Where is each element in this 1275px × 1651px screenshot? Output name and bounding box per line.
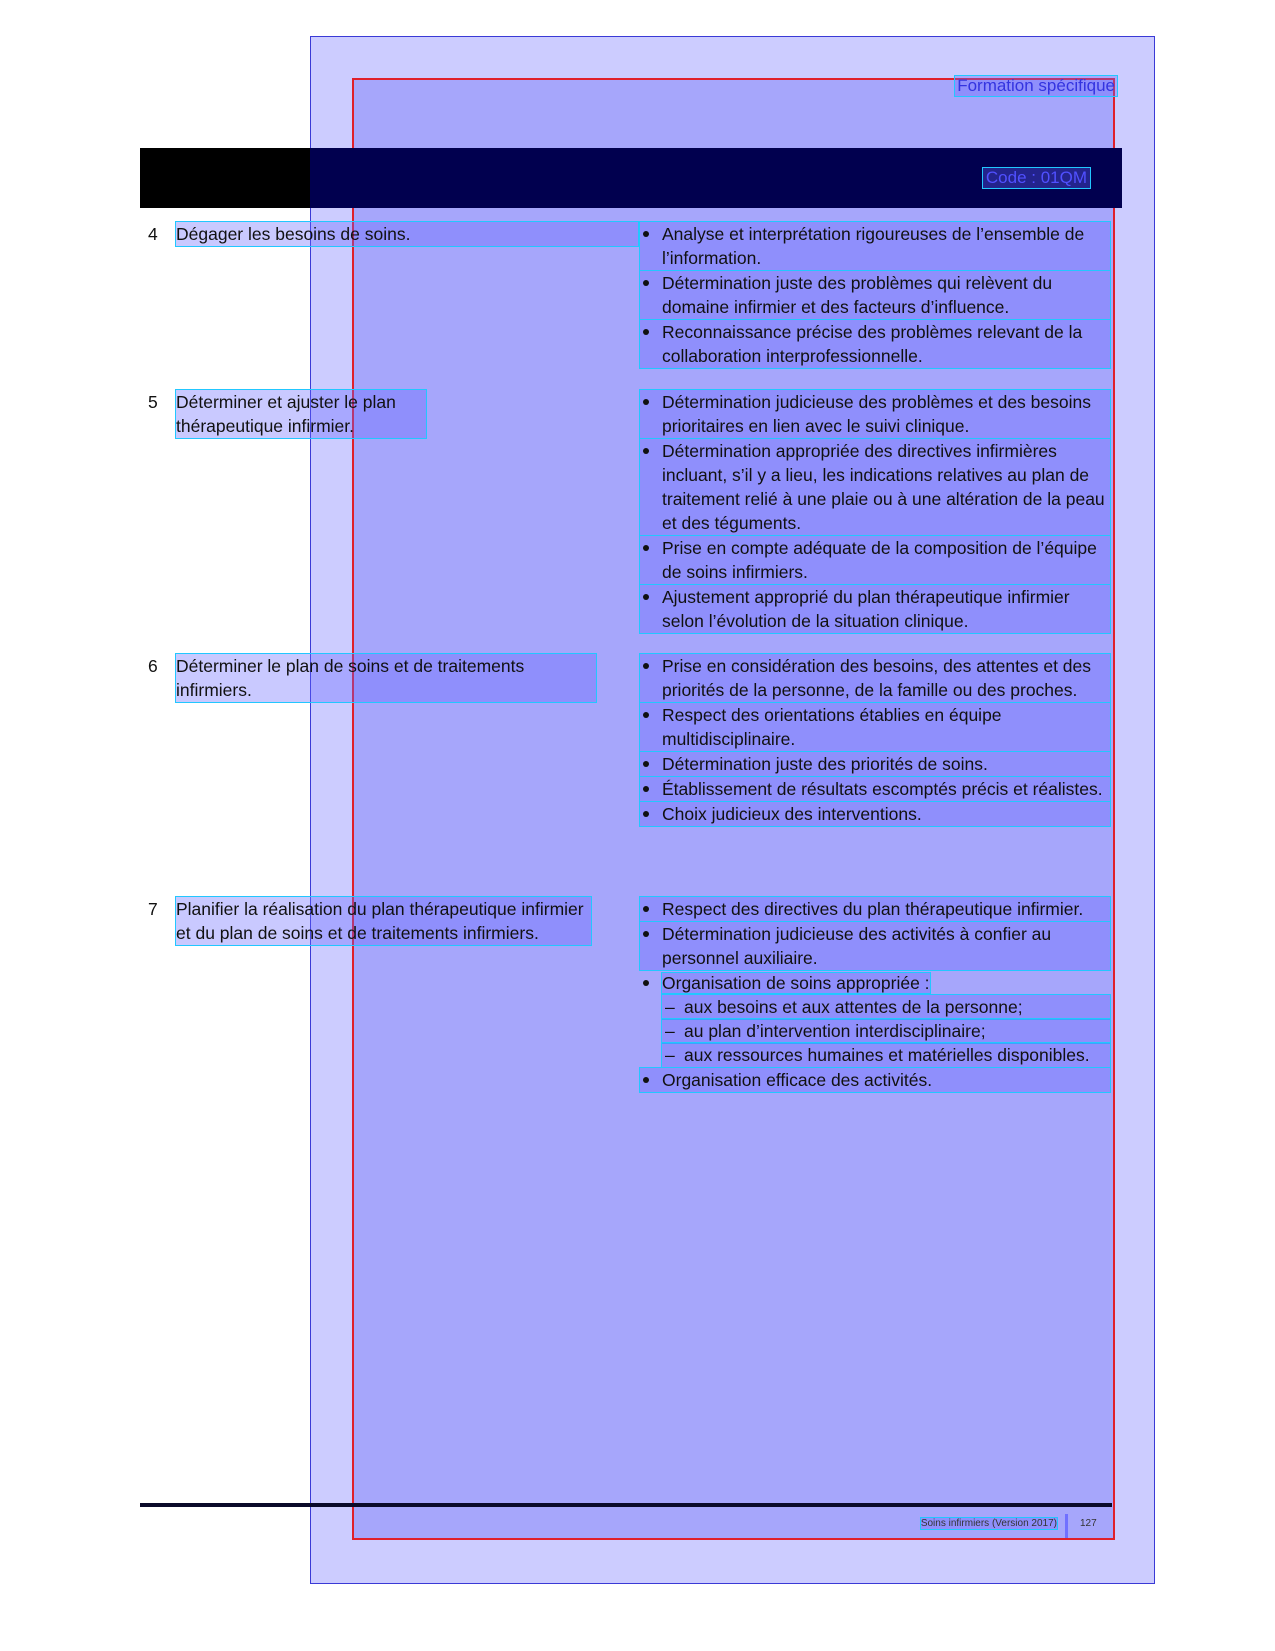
criterion-item: Détermination judicieuse des activités à confier au personnel auxiliaire. xyxy=(640,922,1110,970)
code-banner xyxy=(140,148,1122,208)
element-number: 5 xyxy=(148,392,158,412)
performance-criteria xyxy=(640,654,1110,827)
footer-document-title: Soins infirmiers (Version 2017) xyxy=(920,1518,1057,1529)
criterion-item: Prise en considération des besoins, des attentes et des priorités de la personne, de la famille ou des proches. xyxy=(640,654,1110,702)
criterion-item: Ajustement approprié du plan thérapeutique infirmier selon l’évolution de la situation clinique. xyxy=(640,585,1110,633)
criterion-item: Respect des orientations établies en équipe multidisciplinaire. xyxy=(640,703,1110,751)
element-title: Planifier la réalisation du plan thérapeutique infirmier et du plan de soins et de traitements infirmiers. xyxy=(176,897,591,945)
criterion-item: Analyse et interprétation rigoureuses de l’ensemble de l’information. xyxy=(640,222,1110,270)
page-number: 127 xyxy=(1080,1518,1097,1529)
criterion-item: Détermination judicieuse des problèmes et des besoins prioritaires en lien avec le suivi clinique. xyxy=(640,390,1110,438)
program-code: Code : 01QM xyxy=(983,168,1090,188)
criterion-item: Organisation efficace des activités. xyxy=(640,1068,1110,1092)
footer-separator xyxy=(1065,1514,1068,1538)
element-of-competency xyxy=(148,897,638,945)
element-of-competency xyxy=(148,654,638,702)
sub-criterion-item: – aux ressources humaines et matérielles disponibles. xyxy=(662,1043,1110,1067)
element-number: 4 xyxy=(148,224,158,244)
criterion-item: Détermination juste des priorités de soins. xyxy=(640,752,1110,776)
sub-criterion-item: – aux besoins et aux attentes de la personne; xyxy=(662,995,1110,1019)
element-number: 6 xyxy=(148,656,158,676)
criterion-item: Détermination juste des problèmes qui relèvent du domaine infirmier et des facteurs d’influence. xyxy=(640,271,1110,319)
footer-rule xyxy=(140,1503,1112,1507)
criterion-item: Reconnaissance précise des problèmes relevant de la collaboration interprofessionnelle. xyxy=(640,320,1110,368)
element-title: Déterminer et ajuster le plan thérapeutique infirmier. xyxy=(176,390,426,438)
criterion-item: Détermination appropriée des directives infirmières incluant, s’il y a lieu, les indications relatives au plan de traitement relié à une plaie ou à une altération de la peau et des téguments. xyxy=(640,439,1110,535)
element-of-competency xyxy=(148,390,638,438)
criterion-text: Organisation de soins appropriée : xyxy=(662,973,930,993)
performance-criteria xyxy=(640,222,1110,369)
element-number: 7 xyxy=(148,899,158,919)
sub-criterion-item: – au plan d’intervention interdisciplinaire; xyxy=(662,1019,1110,1043)
criterion-item: Établissement de résultats escomptés précis et réalistes. xyxy=(640,777,1110,801)
criterion-item: Choix judicieux des interventions. xyxy=(640,802,1110,826)
element-of-competency xyxy=(148,222,638,246)
sub-criteria-list xyxy=(662,995,1110,1067)
criterion-item-with-subitems xyxy=(640,971,1110,1067)
element-title: Déterminer le plan de soins et de traitements infirmiers. xyxy=(176,654,596,702)
page-header-title: Formation spécifique xyxy=(957,76,1115,95)
performance-criteria xyxy=(640,897,1110,1093)
performance-criteria xyxy=(640,390,1110,634)
criterion-item: Prise en compte adéquate de la composition de l’équipe de soins infirmiers. xyxy=(640,536,1110,584)
element-title: Dégager les besoins de soins. xyxy=(176,222,638,246)
criterion-item: Respect des directives du plan thérapeutique infirmier. xyxy=(640,897,1110,921)
